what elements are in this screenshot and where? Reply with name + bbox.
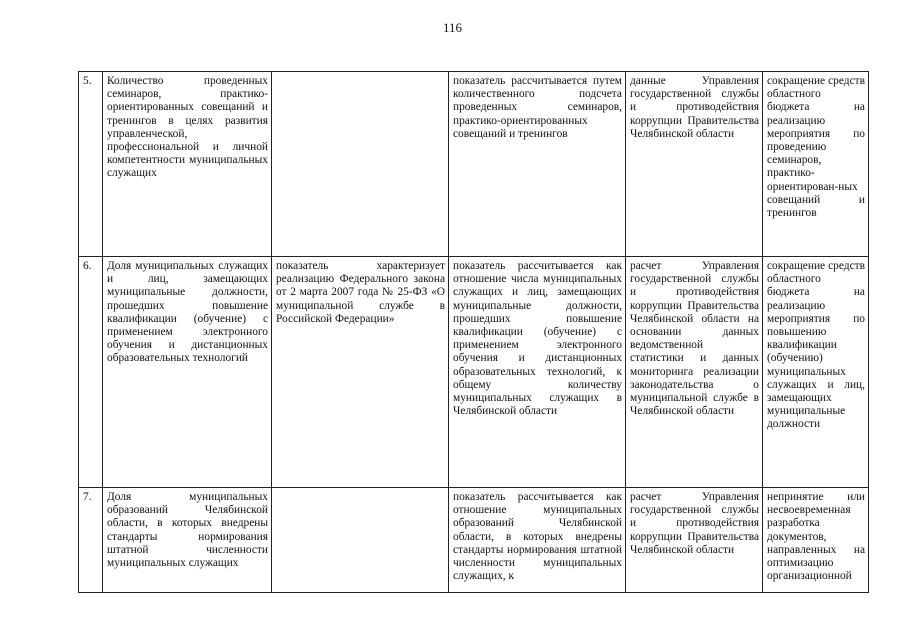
table-row	[79, 257, 869, 488]
calculation-method-cell: показатель рассчитывается путем количественного подсчета проведенных семинаров, практико-ориентированных совещаний и тренингов	[449, 72, 626, 257]
row-number-cell: 5.	[79, 72, 103, 257]
indicator-name-cell: Количество проведенных семинаров, практико-ориентированных совещаний и тренингов в целях развития управленческой, профессиональной и личной компетентности муниципальных служащих	[103, 72, 272, 257]
row-number-cell: 6.	[79, 257, 103, 488]
data-source-cell: расчет Управления государственной службы и противодействия коррупции Правительства Челябинской области	[626, 488, 763, 593]
page-number: 116	[442, 20, 463, 35]
table-row	[79, 72, 869, 257]
indicator-name-cell: Доля муниципальных служащих и лиц, замещающих муниципальные должности, прошедших повышение квалификации (обучение) с применением электронного обучения и дистанционных образовательных технологий	[103, 257, 272, 488]
risk-cell: непринятие или несвоевременная разработка документов, направленных на оптимизацию организационной	[763, 488, 869, 593]
row-number-cell: 7.	[79, 488, 103, 593]
calculation-method-cell: показатель рассчитывается как отношение муниципальных образований Челябинской области, в которых внедрены стандарты нормирования штатной численности муниципальных служащих, к	[449, 488, 626, 593]
data-source-cell: данные Управления государственной службы и противодействия коррупции Правительства Челябинской области	[626, 72, 763, 257]
indicator-name-cell: Доля муниципальных образований Челябинской области, в которых внедрены стандарты нормирования штатной численности муниципальных служащих	[103, 488, 272, 593]
risk-cell: сокращение средств областного бюджета на реализацию мероприятия по повышению квалификации (обучению) муниципальных служащих и лиц, замещающих муниципальные должности	[763, 257, 869, 488]
justification-cell	[272, 72, 449, 257]
calculation-method-cell: показатель рассчитывается как отношение числа муниципальных служащих и лиц, замещающих муниципальные должности, прошедших повышение квалификации (обучение) с применением электронного обучения и дистанционных образовательных технологий, к общему количеству муниципальных служащих в Челябинской области	[449, 257, 626, 488]
table-row	[79, 488, 869, 593]
data-source-cell: расчет Управления государственной службы и противодействия коррупции Правительства Челябинской области на основании данных ведомственной статистики и данных мониторинга реализации законодательства о муниципальной службе в Челябинской области	[626, 257, 763, 488]
risk-cell: сокращение средств областного бюджета на реализацию мероприятия по проведению семинаров, практико-ориентирован-ных совещаний и тренингов	[763, 72, 869, 257]
indicators-table	[78, 71, 869, 593]
justification-cell: показатель характеризует реализацию Федерального закона от 2 марта 2007 года № 25-ФЗ «О муниципальной службе в Российской Федерации»	[272, 257, 449, 488]
justification-cell	[272, 488, 449, 593]
